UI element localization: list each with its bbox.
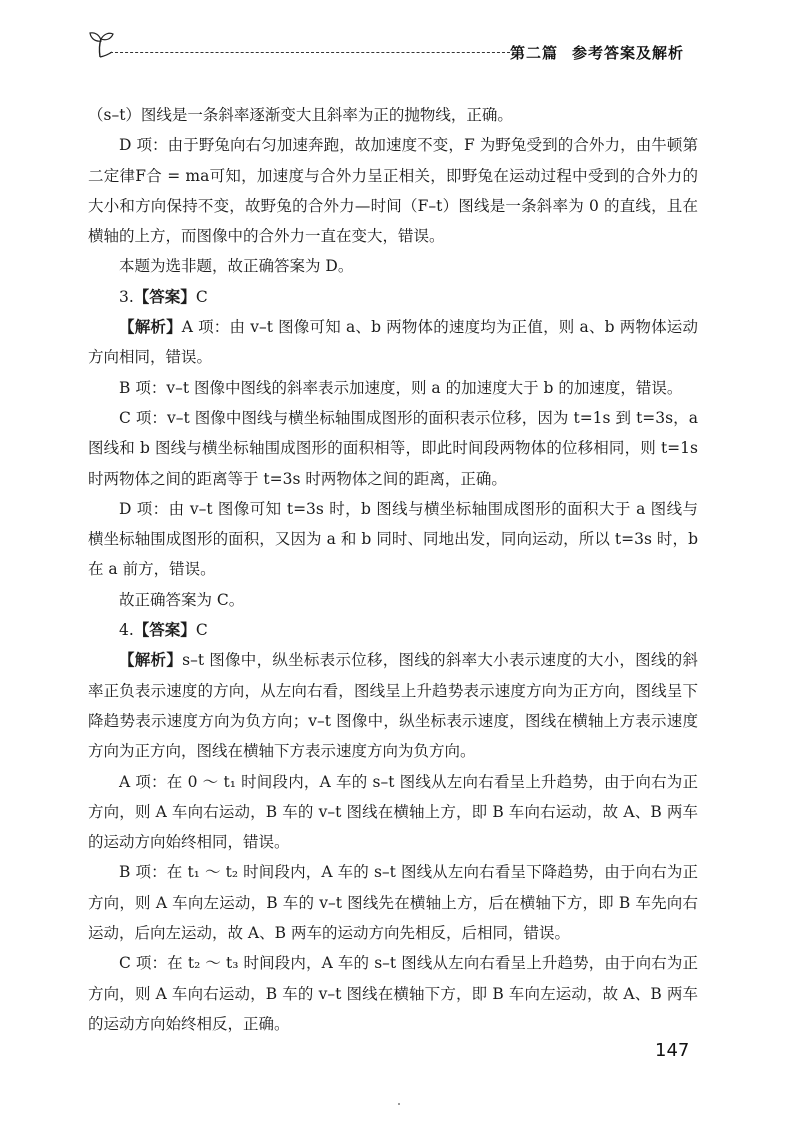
paragraph-text: B 项：v–t 图像中图线的斜率表示加速度，则 a 的加速度大于 b 的加速度，错误。 <box>119 378 683 397</box>
paragraph <box>88 857 698 948</box>
paragraph-text: A 项：由 v–t 图像可知 a、b 两物体的速度均为正值，则 a、b 两物体运动方向相同，错误。 <box>88 318 698 367</box>
section-label: 【解析】 <box>119 651 183 670</box>
paragraph <box>88 312 698 373</box>
paragraph-text: s–t 图像中，纵坐标表示位移，图线的斜率大小表示速度的大小，图线的斜率正负表示速度的方向，从左向右看，图线呈上升趋势表示速度方向为正方向，图线呈下降趋势表示速度方向为负方向；v–t 图像中，纵坐标表示速度，图线在横轴上方表示速度方向为正方向，图线在横轴下方表示速度方向为负方向。 <box>88 651 698 761</box>
paragraph <box>88 100 698 130</box>
section-label: 【答案】 <box>133 621 196 640</box>
paragraph-text: C <box>195 621 208 640</box>
section-title: 第二篇 <box>510 44 559 62</box>
paragraph <box>88 251 698 281</box>
paragraph <box>88 615 698 645</box>
section-label: 【解析】 <box>119 318 182 337</box>
scan-speck <box>398 1103 400 1105</box>
paragraph <box>88 130 698 251</box>
paragraph-text: B 项：在 t₁ ～ t₂ 时间段内，A 车的 s–t 图线从左向右看呈下降趋势，由于向右为正方向，则 A 车向左运动，B 车的 v–t 图线先在横轴上方，后在横轴下方，即 B 车先向右运动，后向左运动，故 A、B 两车的运动方向先相反，后相同，错误。 <box>88 863 698 943</box>
paragraph-text: D 项：由于野兔向右匀加速奔跑，故加速度不变，F 为野兔受到的合外力，由牛顿第二定律F合 = ma可知，加速度与合外力呈正相关，即野兔在运动过程中受到的合外力的大小和方向保持不变，故野兔的合外力—时间（F–t）图线是一条斜率为 0 的直线，且在横轴的上方，而图像中的合外力一直在变大，错误。 <box>88 136 698 246</box>
paragraph <box>88 403 698 494</box>
paragraph-text: D 项：由 v–t 图像可知 t=3s 时，b 图线与横坐标轴围成图形的面积大于 a 图线与横坐标轴围成图形的面积，又因为 a 和 b 同时、同地出发，同向运动，所以 t=3s 时，b 在 a 前方，错误。 <box>88 499 698 579</box>
paragraph <box>88 948 698 1039</box>
paragraph-text: 3. <box>119 287 134 306</box>
paragraph-text: C 项：在 t₂ ～ t₃ 时间段内，A 车的 s–t 图线从左向右看呈上升趋势，由于向右为正方向，则 A 车向右运动，B 车的 v–t 图线在横轴下方，即 B 车向左运动，故 A、B 两车的运动方向始终相反，正确。 <box>88 954 698 1033</box>
page-number: 147 <box>655 1040 690 1061</box>
header-rule <box>110 52 510 53</box>
paragraph-text: 故正确答案为 C。 <box>119 590 245 609</box>
paragraph-text: C 项：v–t 图像中图线与横坐标轴围成图形的面积表示位移，因为 t=1s 到 t=3s，a 图线和 b 图线与横坐标轴围成图形的面积相等，即此时间段两物体的位移相同，则 t=1s 时两物体之间的距离等于 t=3s 时两物体之间的距离，正确。 <box>88 408 698 488</box>
section-subtitle: 参考答案及解析 <box>572 44 685 62</box>
answer-content <box>88 100 698 1039</box>
paragraph-text: C <box>195 287 208 306</box>
paragraph-text: 4. <box>119 621 134 640</box>
sprout-icon <box>88 30 114 58</box>
paragraph-text: （s–t）图线是一条斜率逐渐变大且斜率为正的抛物线，正确。 <box>88 106 513 124</box>
section-label: 【答案】 <box>133 287 196 306</box>
paragraph <box>88 585 698 615</box>
paragraph <box>88 494 698 585</box>
paragraph-text: 本题为选非题，故正确答案为 D。 <box>119 257 354 276</box>
paragraph <box>88 282 698 312</box>
paragraph-text: A 项：在 0 ～ t₁ 时间段内，A 车的 s–t 图线从左向右看呈上升趋势，由于向右为正方向，则 A 车向右运动，B 车的 v–t 图线在横轴上方，即 B 车向右运动，故 A、B 两车的运动方向始终相同，错误。 <box>88 772 698 852</box>
page-header <box>0 0 800 80</box>
header-title <box>510 42 684 63</box>
paragraph <box>88 767 698 858</box>
paragraph <box>88 645 698 766</box>
paragraph <box>88 373 698 403</box>
